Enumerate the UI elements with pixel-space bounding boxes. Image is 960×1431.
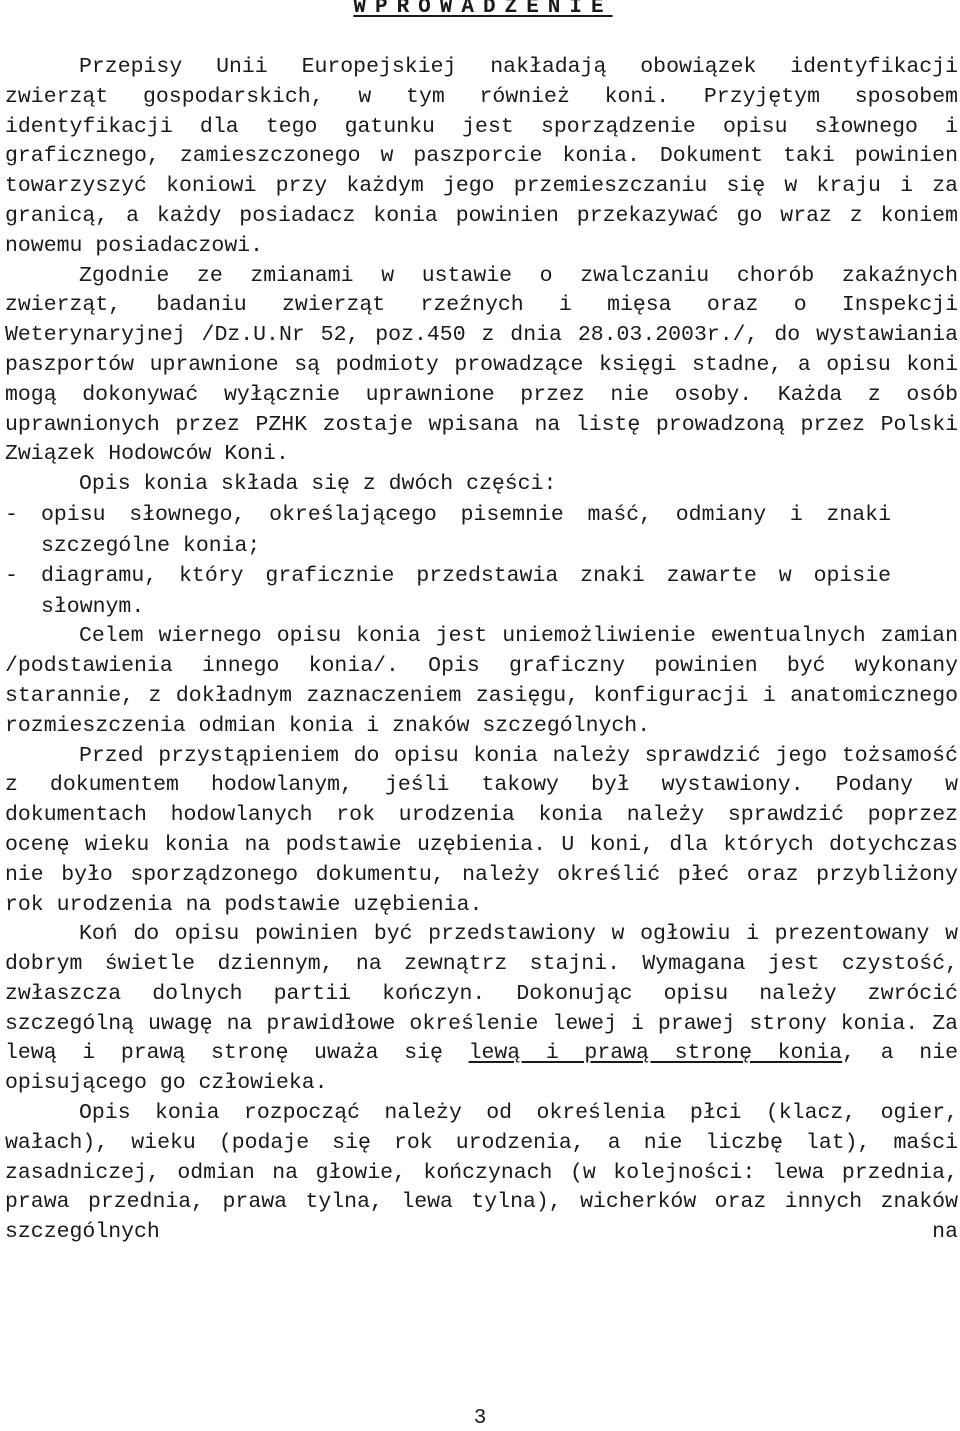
list-marker: - [5,564,18,589]
document-body [5,53,958,1248]
description-parts-list [5,500,958,622]
paragraph-description-order: Opis konia rozpocząć należy od określenia płci (klacz, ogier, wałach), wieku (podaje się rok urodzenia, a nie liczbę lat), maści zasadniczej, odmian na głowie, kończynach (w kolejności: lewa przednia, prawa przednia, prawa tylna, lewa tylna), wicherków oraz innych znaków szczególnych na [5,1101,958,1245]
list-item [5,500,891,561]
underlined-phrase: lewą i prawą stronę konia [468,1041,843,1066]
paragraph-purpose: Celem wiernego opisu konia jest uniemożliwienie ewentualnych zamian /podstawienia innego konia/. Opis graficzny powinien być wykonany starannie, z dokładnym zaznaczeniem zasięgu, konfiguracji i anatomicznego rozmieszczenia odmian konia i znaków szczególnych. [5,624,958,738]
document-heading [5,0,958,20]
paragraph-eu-regulations: Przepisy Unii Europejskiej nakładają obowiązek identyfikacji zwierząt gospodarskich, w tym również koni. Przyjętym sposobem identyfikacji dla tego gatunku jest sporządzenie opisu słownego i graficznego, zamieszczonego w paszporcie konia. Dokument taki powinien towarzyszyć koniowi przy każdym jego przemieszczaniu się w kraju i za granicą, a każdy posiadacz konia powinien przekazywać go wraz z koniem nowemu posiadaczowi. [5,55,958,258]
paragraph-legal-changes: Zgodnie ze zmianami w ustawie o zwalczaniu chorób zakaźnych zwierząt, badaniu zwierząt rzeźnych i mięsa oraz o Inspekcji Weterynaryjnej /Dz.U.Nr 52, poz.450 z dnia 28.03.2003r./, do wystawiania paszportów uprawnione są podmioty prowadzące księgi stadne, a opisu koni mogą dokonywać wyłącznie uprawnione przez nie osoby. Każda z osób uprawnionych przez PZHK zostaje wpisana na listę prowadzoną przez Polski Związek Hodowców Koni. [5,263,958,467]
document-page [5,0,958,1248]
list-item [5,561,891,622]
paragraph-presentation-end: , a nie opisującego go człowieka. [5,1041,958,1096]
list-marker: - [5,502,18,527]
paragraph-description-parts: Opis konia składa się z dwóch części: [79,472,557,497]
list-item-text: diagramu, który graficznie przedstawia znaki zawarte w opisie słownym. [41,564,891,619]
paragraph-identity-check: Przed przystąpieniem do opisu konia należy sprawdzić jego tożsamość z dokumentem hodowlanym, jeśli takowy był wystawiony. Podany w dokumentach hodowlanych rok urodzenia konia należy sprawdzić poprzez ocenę wieku konia na podstawie uzębienia. U koni, dla których dotychczas nie było sporządzonego dokumentu, należy określić płeć oraz przybliżony rok urodzenia na podstawie uzębienia. [5,743,958,917]
paragraph-presentation-text: Koń do opisu powinien być przedstawiony w ogłowiu i prezentowany w dobrym świetle dziennym, na zewnątrz stajni. Wymagana jest czystość, zwłaszcza dolnych partii kończyn. Dokonując opisu należy zwrócić szczególną uwagę na prawidłowe określenie lewej i prawej strony konia. Za lewą i prawą stronę uważa się [5,922,958,1066]
page-number: 3 [473,1407,487,1430]
paragraph-presentation [5,920,958,1099]
heading-text: WPROWADZENIE [353,0,613,19]
list-item-text: opisu słownego, określającego pisemnie maść, odmiany i znaki szczególne konia; [41,502,891,558]
